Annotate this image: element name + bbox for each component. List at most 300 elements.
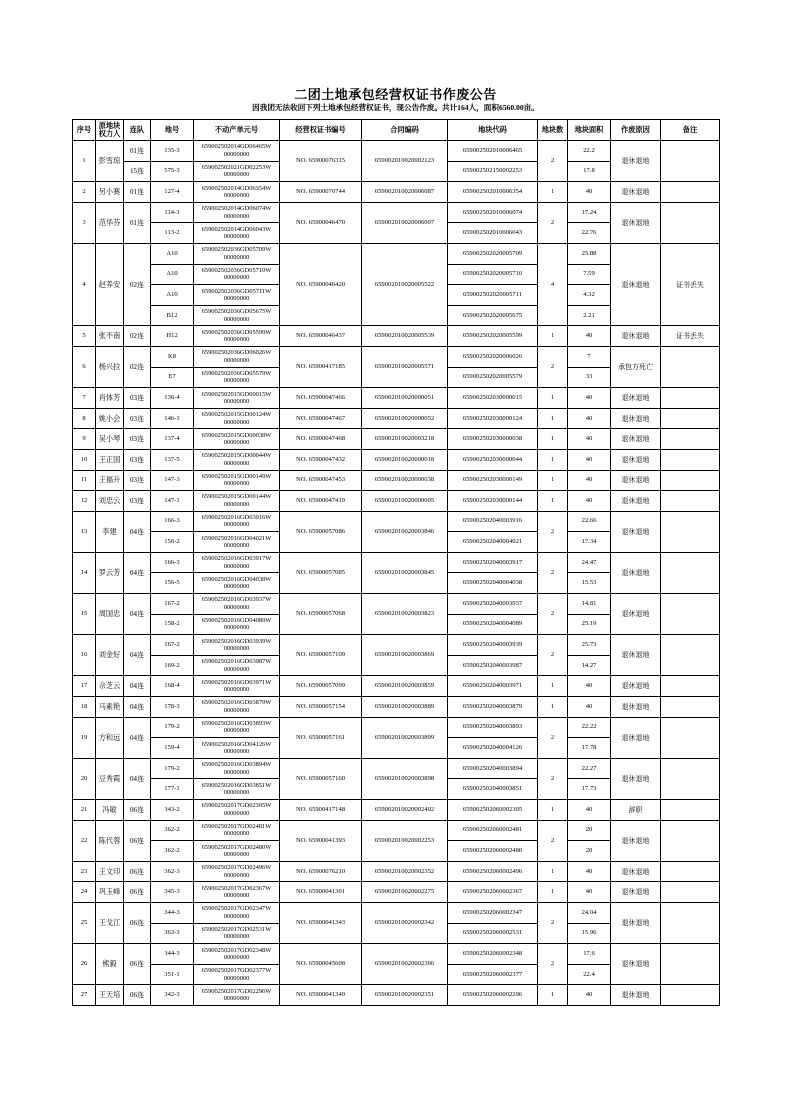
cell-area: 40: [568, 861, 611, 882]
cell-team: 02连: [124, 346, 151, 387]
table-row: [73, 985, 720, 1006]
cell-contract-no: 659002010020003846: [362, 511, 448, 552]
cell-serial: 16: [73, 635, 96, 676]
cell-area: 17.78: [568, 738, 611, 759]
cell-cert-no: NO. 65900046437: [280, 326, 362, 347]
cell-unit-no: 659002502015GD00015W 00000000: [194, 388, 280, 409]
cell-plot-no: 146-1: [151, 408, 194, 429]
cell-note: 证书丢失: [661, 243, 720, 325]
cell-area: 40: [568, 882, 611, 903]
cell-area: 22.22: [568, 717, 611, 738]
cell-area: 40: [568, 429, 611, 450]
cell-cert-no: NO. 65900045608: [280, 944, 362, 985]
table-row: [73, 902, 720, 923]
cell-serial: 11: [73, 470, 96, 491]
cell-note: [661, 944, 720, 985]
cell-team: 06连: [124, 882, 151, 903]
cell-contract-no: 659002010020003859: [362, 676, 448, 697]
cell-note: 证书丢失: [661, 326, 720, 347]
cell-contract-no: 659002010020003845: [362, 552, 448, 593]
cell-plot-code: 659002502040004126: [448, 738, 538, 759]
cell-area: 40: [568, 182, 611, 203]
cell-cert-no: NO. 65900047468: [280, 429, 362, 450]
cell-serial: 10: [73, 449, 96, 470]
cell-plot-no: 147-3: [151, 470, 194, 491]
cell-team: 06连: [124, 985, 151, 1006]
cell-area: 15.96: [568, 923, 611, 944]
table-row: [73, 882, 720, 903]
cell-unit-no: 659002502016GD04126W 00000000: [194, 738, 280, 759]
cell-unit-no: 659002502016GD03893W 00000000: [194, 717, 280, 738]
cell-unit-no: 659002502014GD06354W 00000000: [194, 182, 280, 203]
cell-note: [661, 882, 720, 903]
cell-note: [661, 429, 720, 450]
cell-contract-no: 659002010020006007: [362, 202, 448, 243]
header-plot-code: 地块代码: [448, 120, 538, 141]
cell-note: [661, 820, 720, 861]
cell-team: 02连: [124, 326, 151, 347]
table-row: [73, 408, 720, 429]
table-row: [73, 635, 720, 656]
cell-serial: 20: [73, 758, 96, 799]
cell-unit-no: 659002502017GD02531W 00000000: [194, 923, 280, 944]
cell-holder: 王文印: [96, 861, 124, 882]
cell-cert-no: NO. 65900041349: [280, 985, 362, 1006]
cell-reason: 退休退地: [611, 717, 661, 758]
cell-cert-no: NO. 65900047419: [280, 491, 362, 512]
header-plot-count: 地块数: [538, 120, 568, 141]
cell-plot-code: 659002502040003916: [448, 511, 538, 532]
cell-plot-no: 158-2: [151, 614, 194, 635]
cell-note: [661, 902, 720, 943]
header-team: 连队: [124, 120, 151, 141]
cell-team: 06连: [124, 944, 151, 985]
cell-cert-no: NO. 65900041343: [280, 902, 362, 943]
cell-unit-no: 659002502015GD00149W 00000000: [194, 470, 280, 491]
cell-plot-no: H12: [151, 326, 194, 347]
cell-plot-no: A10: [151, 285, 194, 306]
cell-contract-no: 659002010020005522: [362, 243, 448, 325]
cell-unit-no: 659002502036GD05709W 00000000: [194, 243, 280, 264]
cell-note: [661, 635, 720, 676]
cell-holder: 另小赛: [96, 182, 124, 203]
header-reason: 作废原因: [611, 120, 661, 141]
cell-team: 03连: [124, 491, 151, 512]
cell-holder: 吴小琴: [96, 429, 124, 450]
cell-plot-no: 351-1: [151, 964, 194, 985]
cell-plot-code: 659002502040003939: [448, 635, 538, 656]
cell-reason: 退休退地: [611, 470, 661, 491]
cell-reason: 辞职: [611, 800, 661, 821]
cell-holder: 刘金好: [96, 635, 124, 676]
header-note: 备注: [661, 120, 720, 141]
cell-plot-code: 659002502040004089: [448, 614, 538, 635]
cell-cert-no: NO. 65900076315: [280, 141, 362, 182]
cell-area: 40: [568, 676, 611, 697]
cell-area: 22.76: [568, 223, 611, 244]
table-row: [73, 326, 720, 347]
cell-plot-count: 2: [538, 346, 568, 387]
cell-contract-no: 659002010020003898: [362, 758, 448, 799]
cell-reason: 退休退地: [611, 182, 661, 203]
cell-unit-no: 659002502015GD00124W 00000000: [194, 408, 280, 429]
cell-area: 22.66: [568, 511, 611, 532]
cell-area: 40: [568, 800, 611, 821]
cell-serial: 6: [73, 346, 96, 387]
cell-plot-no: 342-3: [151, 985, 194, 1006]
cell-reason: 退休退地: [611, 676, 661, 697]
table-header-row: [73, 120, 720, 141]
cell-plot-no: B12: [151, 305, 194, 326]
table-row: [73, 491, 720, 512]
cell-serial: 19: [73, 717, 96, 758]
cell-unit-no: 659002502016GD03917W 00000000: [194, 552, 280, 573]
cell-plot-count: 1: [538, 429, 568, 450]
cell-plot-count: 2: [538, 141, 568, 182]
cell-note: [661, 676, 720, 697]
cell-team: 04连: [124, 717, 151, 758]
cell-cert-no: NO. 65900070744: [280, 182, 362, 203]
cell-cert-no: NO. 65900041301: [280, 882, 362, 903]
cell-note: [661, 511, 720, 552]
table-row: [73, 449, 720, 470]
cell-area: 14.81: [568, 594, 611, 615]
table-row: [73, 511, 720, 532]
cell-serial: 9: [73, 429, 96, 450]
cell-team: 04连: [124, 594, 151, 635]
cell-area: 40: [568, 388, 611, 409]
header-area: 地块面积: [568, 120, 611, 141]
cell-reason: 退休退地: [611, 202, 661, 243]
cell-holder: 熊毅: [96, 944, 124, 985]
cell-team: 01连: [124, 202, 151, 243]
cell-plot-code: 659002502150002253: [448, 161, 538, 182]
cell-note: [661, 491, 720, 512]
cell-unit-no: 659002502016GD03894W 00000000: [194, 758, 280, 779]
cell-plot-code: 659002502010006465: [448, 141, 538, 162]
cell-plot-count: 2: [538, 820, 568, 861]
cell-area: 15.53: [568, 573, 611, 594]
cell-plot-no: 167-2: [151, 594, 194, 615]
cell-plot-no: 168-4: [151, 676, 194, 697]
cell-plot-code: 659002502010006354: [448, 182, 538, 203]
cell-plot-code: 659002502020005709: [448, 243, 538, 264]
cell-plot-code: 659002502020005599: [448, 326, 538, 347]
cell-plot-count: 2: [538, 552, 568, 593]
cell-note: [661, 861, 720, 882]
cell-cert-no: NO. 65900057086: [280, 511, 362, 552]
cell-unit-no: 659002502036GD06026W 00000000: [194, 346, 280, 367]
cell-team: 06连: [124, 820, 151, 861]
cell-team: 02连: [124, 243, 151, 325]
cell-team: 03连: [124, 449, 151, 470]
cell-note: [661, 346, 720, 387]
cell-contract-no: 659002010020003899: [362, 717, 448, 758]
cell-plot-no: 169-2: [151, 655, 194, 676]
cell-cert-no: NO. 65900057099: [280, 676, 362, 697]
cell-unit-no: 659002502016GD03987W 00000000: [194, 655, 280, 676]
table-row: [73, 758, 720, 779]
cell-reason: 退休退地: [611, 882, 661, 903]
cell-plot-code: 659002502020005711: [448, 285, 538, 306]
cell-area: 40: [568, 697, 611, 718]
cell-note: [661, 470, 720, 491]
table-row: [73, 470, 720, 491]
cell-reason: 退休退地: [611, 429, 661, 450]
cell-unit-no: 659002502016GD04089W 00000000: [194, 614, 280, 635]
cell-cert-no: NO. 65900417185: [280, 346, 362, 387]
cell-plot-code: 659002502030000124: [448, 408, 538, 429]
cell-holder: 赵养安: [96, 243, 124, 325]
cell-unit-no: 659002502015GD00038W 00000000: [194, 429, 280, 450]
cell-area: 40: [568, 491, 611, 512]
cell-plot-count: 1: [538, 388, 568, 409]
cell-plot-code: 659002502040003937: [448, 594, 538, 615]
cell-reason: 退休退地: [611, 552, 661, 593]
cell-plot-code: 659002502020005710: [448, 264, 538, 285]
cell-team: 03连: [124, 470, 151, 491]
cell-holder: 李建: [96, 511, 124, 552]
cell-reason: 退休退地: [611, 902, 661, 943]
cell-unit-no: 659002502016GD03971W 00000000: [194, 676, 280, 697]
cell-contract-no: 659002010020005571: [362, 346, 448, 387]
cell-plot-code: 659002502060002305: [448, 800, 538, 821]
cell-plot-no: 178-3: [151, 697, 194, 718]
cell-plot-code: 659002502040003971: [448, 676, 538, 697]
cell-serial: 15: [73, 594, 96, 635]
cell-reason: 退休退地: [611, 985, 661, 1006]
cell-unit-no: 659002502016GD03916W 00000000: [194, 511, 280, 532]
cell-plot-no: 127-4: [151, 182, 194, 203]
cell-note: [661, 388, 720, 409]
cell-unit-no: 659002502016GD04021W 00000000: [194, 532, 280, 553]
cell-serial: 14: [73, 552, 96, 593]
cell-note: [661, 985, 720, 1006]
cell-reason: 退休退地: [611, 511, 661, 552]
cell-holder: 佘芝云: [96, 676, 124, 697]
cell-plot-no: 344-3: [151, 902, 194, 923]
cell-team: 06连: [124, 861, 151, 882]
header-serial: 序号: [73, 120, 96, 141]
cell-note: [661, 182, 720, 203]
cell-team: 03连: [124, 388, 151, 409]
cell-plot-count: 2: [538, 594, 568, 635]
cell-area: 40: [568, 326, 611, 347]
cell-unit-no: 659002502017GD02481W 00000000: [194, 820, 280, 841]
cell-plot-no: 362-2: [151, 841, 194, 862]
table-row: [73, 429, 720, 450]
table-row: [73, 552, 720, 573]
cell-serial: 26: [73, 944, 96, 985]
cell-unit-no: 659002502016GD03937W 00000000: [194, 594, 280, 615]
cell-reason: 退休退地: [611, 388, 661, 409]
cell-serial: 7: [73, 388, 96, 409]
cell-note: [661, 408, 720, 429]
cell-unit-no: 659002502017GD02348W 00000000: [194, 944, 280, 965]
header-contract-no: 合同编码: [362, 120, 448, 141]
cell-contract-no: 659002010020002342: [362, 902, 448, 943]
cell-area: 24.04: [568, 902, 611, 923]
cell-reason: 退休退地: [611, 697, 661, 718]
cell-plot-count: 1: [538, 491, 568, 512]
cell-plot-count: 1: [538, 676, 568, 697]
cell-contract-no: 659002010020002275: [362, 882, 448, 903]
cell-area: 24.47: [568, 552, 611, 573]
cell-team: 03连: [124, 429, 151, 450]
cell-plot-no: 159-4: [151, 738, 194, 759]
cell-unit-no: 659002502016GD03879W 00000000: [194, 697, 280, 718]
cell-cert-no: NO. 65900057161: [280, 717, 362, 758]
cell-plot-no: 137-4: [151, 429, 194, 450]
cell-reason: 退休退地: [611, 491, 661, 512]
cell-note: [661, 758, 720, 799]
cell-reason: 退休退地: [611, 408, 661, 429]
cell-plot-no: 177-1: [151, 779, 194, 800]
cell-serial: 12: [73, 491, 96, 512]
cell-plot-code: 659002502060002367: [448, 882, 538, 903]
cell-contract-no: 659002010020002366: [362, 944, 448, 985]
cell-holder: 冯敏: [96, 800, 124, 821]
cell-plot-count: 1: [538, 449, 568, 470]
cell-area: 17.6: [568, 944, 611, 965]
cell-holder: 姚小会: [96, 408, 124, 429]
cell-unit-no: 659002502014GD06043W 00000000: [194, 223, 280, 244]
table-row: [73, 717, 720, 738]
table-row: [73, 697, 720, 718]
table-row: [73, 594, 720, 615]
cell-plot-count: 2: [538, 902, 568, 943]
cell-unit-no: 659002502017GD02305W 00000000: [194, 800, 280, 821]
cell-serial: 1: [73, 141, 96, 182]
cell-contract-no: 659002010020002402: [362, 800, 448, 821]
cell-plot-no: 135-3: [151, 141, 194, 162]
table-row: [73, 861, 720, 882]
cell-unit-no: 659002502017GD02377W 00000000: [194, 964, 280, 985]
cell-serial: 13: [73, 511, 96, 552]
cell-cert-no: NO. 65900076210: [280, 861, 362, 882]
table-row: [73, 346, 720, 367]
cell-unit-no: 659002502017GD02480W 00000000: [194, 841, 280, 862]
cell-area: 14.27: [568, 655, 611, 676]
cell-plot-code: 659002502030000044: [448, 449, 538, 470]
cell-unit-no: 659002502016GD04038W 00000000: [194, 573, 280, 594]
cell-area: 4.32: [568, 285, 611, 306]
cell-note: [661, 141, 720, 182]
cell-plot-code: 659002502030000149: [448, 470, 538, 491]
cell-plot-no: 344-3: [151, 944, 194, 965]
cell-plot-code: 659002502060002531: [448, 923, 538, 944]
cell-unit-no: 659002502036GD05711W 00000000: [194, 285, 280, 306]
cell-team: 06连: [124, 902, 151, 943]
cell-plot-no: 363-3: [151, 923, 194, 944]
cell-cert-no: NO. 65900046470: [280, 202, 362, 243]
cell-note: [661, 552, 720, 593]
cell-area: 22.2: [568, 141, 611, 162]
cell-serial: 3: [73, 202, 96, 243]
cell-contract-no: 659002010020000018: [362, 449, 448, 470]
cell-cert-no: NO. 65900047466: [280, 388, 362, 409]
cell-team: 04连: [124, 697, 151, 718]
cell-plot-no: 179-2: [151, 717, 194, 738]
cell-plot-code: 659002502040004021: [448, 532, 538, 553]
cell-plot-count: 1: [538, 882, 568, 903]
notice-summary: 因我团无法收回下列土地承包经营权证书，现公告作废。共计164人，面积6560.00亩。: [252, 103, 539, 112]
cell-serial: 21: [73, 800, 96, 821]
cell-plot-code: 659002502060002348: [448, 944, 538, 965]
cell-unit-no: 659002502015GD00144W 00000000: [194, 491, 280, 512]
cell-plot-no: 113-2: [151, 223, 194, 244]
cell-note: [661, 717, 720, 758]
cell-area: 20: [568, 841, 611, 862]
cell-holder: 陈代蓉: [96, 820, 124, 861]
cell-note: [661, 800, 720, 821]
cell-unit-no: 659002502016GD03851W 00000000: [194, 779, 280, 800]
cell-plot-count: 1: [538, 470, 568, 491]
cell-plot-code: 659002502030000038: [448, 429, 538, 450]
cell-plot-code: 659002502020006026: [448, 346, 538, 367]
cell-holder: 杨兴拉: [96, 346, 124, 387]
record-table-body: [73, 141, 720, 1006]
cell-holder: 罗云芳: [96, 552, 124, 593]
cell-reason: 退休退地: [611, 635, 661, 676]
cell-plot-code: 659002502040003894: [448, 758, 538, 779]
cell-holder: 方和远: [96, 717, 124, 758]
cell-plot-no: 362-2: [151, 820, 194, 841]
cell-plot-no: 147-1: [151, 491, 194, 512]
cell-serial: 22: [73, 820, 96, 861]
cell-cert-no: NO. 65900041393: [280, 820, 362, 861]
cell-area: 40: [568, 408, 611, 429]
cell-contract-no: 659002010020003823: [362, 594, 448, 635]
cell-holder: 张不南: [96, 326, 124, 347]
cell-area: 22.4: [568, 964, 611, 985]
cell-unit-no: 659002502036GD05599W 00000000: [194, 326, 280, 347]
cell-plot-count: 1: [538, 326, 568, 347]
cell-plot-code: 659002502040003879: [448, 697, 538, 718]
cell-cert-no: NO. 65900057154: [280, 697, 362, 718]
cell-plot-count: 2: [538, 758, 568, 799]
cell-reason: 退休退地: [611, 141, 661, 182]
cell-unit-no: 659002502017GD02296W 00000000: [194, 985, 280, 1006]
cell-plot-no: 343-2: [151, 800, 194, 821]
cell-area: 17.8: [568, 161, 611, 182]
cell-area: 33: [568, 367, 611, 388]
cell-cert-no: NO. 65900047432: [280, 449, 362, 470]
cell-plot-no: A10: [151, 264, 194, 285]
table-row: [73, 243, 720, 264]
header-cert-no: 经营权证书编号: [280, 120, 362, 141]
cell-area: 20: [568, 820, 611, 841]
cell-plot-code: 659002502010006074: [448, 202, 538, 223]
table-row: [73, 388, 720, 409]
cell-team: 04连: [124, 552, 151, 593]
cell-reason: 承包方死亡: [611, 346, 661, 387]
table-row: [73, 141, 720, 162]
cell-plot-count: 1: [538, 697, 568, 718]
cell-team: 04连: [124, 758, 151, 799]
table-row: [73, 820, 720, 841]
cell-note: [661, 449, 720, 470]
cell-plot-code: 659002502060002347: [448, 902, 538, 923]
cell-contract-no: 659002010020002352: [362, 861, 448, 882]
cell-team: 06连: [124, 800, 151, 821]
table-row: [73, 202, 720, 223]
table-row: [73, 800, 720, 821]
cell-reason: 退休退地: [611, 758, 661, 799]
cell-cert-no: NO. 65900057068: [280, 594, 362, 635]
cell-plot-count: 1: [538, 985, 568, 1006]
cell-unit-no: 659002502021GD02253W 00000000: [194, 161, 280, 182]
